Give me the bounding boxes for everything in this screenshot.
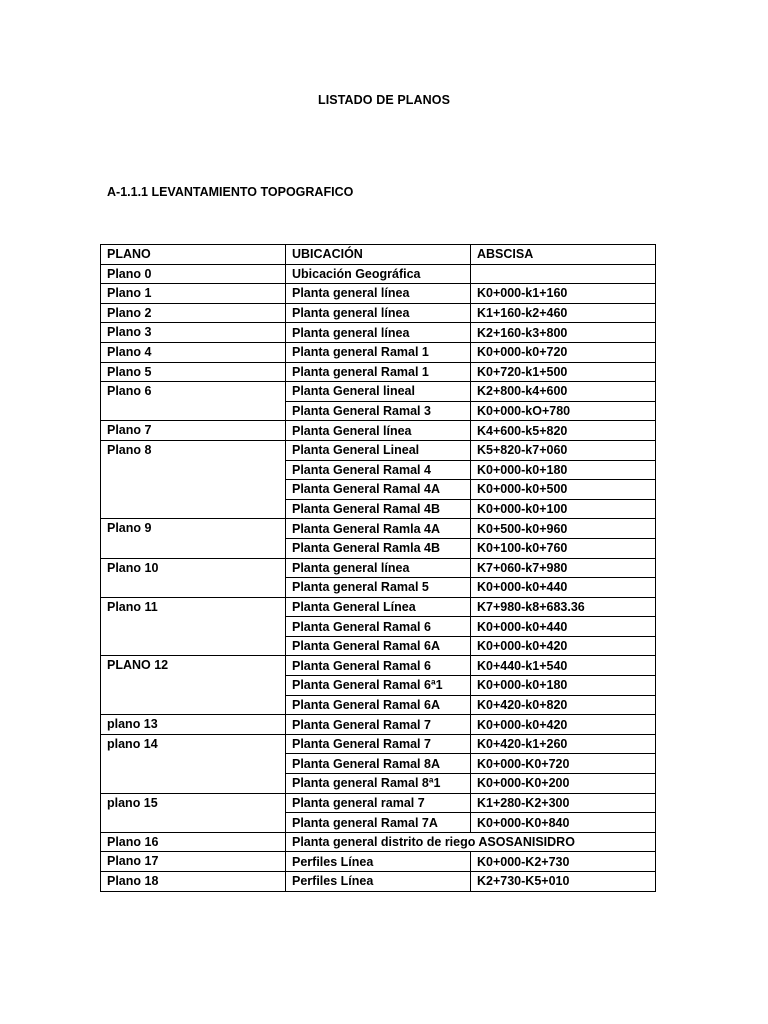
ubicacion-cell: Planta General línea bbox=[286, 421, 471, 441]
plano-cell: Plano 17 bbox=[101, 852, 286, 872]
table-row bbox=[101, 852, 656, 872]
plano-cell: Plano 9 bbox=[101, 519, 286, 539]
table-row bbox=[101, 578, 656, 598]
ubicacion-cell: Planta General Ramal 7 bbox=[286, 734, 471, 754]
table-row bbox=[101, 715, 656, 735]
table-row bbox=[101, 734, 656, 754]
plano-cell: Plano 1 bbox=[101, 284, 286, 304]
abscisa-cell: K0+100-k0+760 bbox=[471, 538, 656, 558]
plano-cell: Plano 0 bbox=[101, 264, 286, 284]
table-row bbox=[101, 636, 656, 656]
ubicacion-cell: Planta General Ramla 4A bbox=[286, 519, 471, 539]
plano-cell: plano 14 bbox=[101, 734, 286, 754]
header-plano: PLANO bbox=[101, 245, 286, 265]
table-row bbox=[101, 440, 656, 460]
ubicacion-cell: Planta General Ramal 4A bbox=[286, 480, 471, 500]
abscisa-cell: K4+600-k5+820 bbox=[471, 421, 656, 441]
abscisa-cell: K7+060-k7+980 bbox=[471, 558, 656, 578]
abscisa-cell: K1+160-k2+460 bbox=[471, 303, 656, 323]
ubicacion-cell: Planta General Ramal 3 bbox=[286, 401, 471, 421]
plano-cell: Plano 3 bbox=[101, 323, 286, 343]
abscisa-cell: K0+500-k0+960 bbox=[471, 519, 656, 539]
plano-cell bbox=[101, 754, 286, 774]
ubicacion-cell: Planta General Línea bbox=[286, 597, 471, 617]
ubicacion-cell: Planta general ramal 7 bbox=[286, 793, 471, 813]
table-row bbox=[101, 342, 656, 362]
ubicacion-cell: Planta general Ramal 5 bbox=[286, 578, 471, 598]
plano-cell: Plano 11 bbox=[101, 597, 286, 617]
ubicacion-cell: Planta General Ramal 7 bbox=[286, 715, 471, 735]
table-row bbox=[101, 597, 656, 617]
ubicacion-cell: Planta general línea bbox=[286, 323, 471, 343]
table-row bbox=[101, 676, 656, 696]
header-ubicacion: UBICACIÓN bbox=[286, 245, 471, 265]
abscisa-cell: K2+800-k4+600 bbox=[471, 382, 656, 402]
plano-cell bbox=[101, 676, 286, 696]
abscisa-cell: K0+000-k1+160 bbox=[471, 284, 656, 304]
table-row bbox=[101, 872, 656, 892]
abscisa-cell: K0+000-k0+440 bbox=[471, 617, 656, 637]
ubicacion-cell: Planta General Lineal bbox=[286, 440, 471, 460]
table-row bbox=[101, 382, 656, 402]
table-row bbox=[101, 323, 656, 343]
plano-cell bbox=[101, 695, 286, 715]
plano-cell bbox=[101, 636, 286, 656]
abscisa-cell: K0+000-kO+780 bbox=[471, 401, 656, 421]
ubicacion-cell: Planta general línea bbox=[286, 284, 471, 304]
ubicacion-cell: Planta General Ramal 6 bbox=[286, 617, 471, 637]
plano-cell bbox=[101, 538, 286, 558]
ubicacion-cell: Planta general Ramal 8ª1 bbox=[286, 774, 471, 794]
plano-cell: Plano 4 bbox=[101, 342, 286, 362]
plano-cell: Plano 16 bbox=[101, 832, 286, 852]
plano-cell: Plano 7 bbox=[101, 421, 286, 441]
section-heading: A-1.1.1 LEVANTAMIENTO TOPOGRAFICO bbox=[107, 185, 354, 199]
table-row bbox=[101, 480, 656, 500]
plano-cell bbox=[101, 401, 286, 421]
abscisa-cell: K0+000-K2+730 bbox=[471, 852, 656, 872]
table-row bbox=[101, 284, 656, 304]
abscisa-cell: K0+000-k0+720 bbox=[471, 342, 656, 362]
table-row bbox=[101, 617, 656, 637]
abscisa-cell: K0+000-k0+500 bbox=[471, 480, 656, 500]
abscisa-cell bbox=[471, 264, 656, 284]
table-row bbox=[101, 774, 656, 794]
ubicacion-cell: Perfiles Línea bbox=[286, 852, 471, 872]
abscisa-cell: K7+980-k8+683.36 bbox=[471, 597, 656, 617]
abscisa-cell: K2+730-K5+010 bbox=[471, 872, 656, 892]
ubicacion-cell: Ubicación Geográfica bbox=[286, 264, 471, 284]
ubicacion-cell: Planta General Ramal 6A bbox=[286, 636, 471, 656]
ubicacion-cell: Planta General Ramal 4B bbox=[286, 499, 471, 519]
ubicacion-cell: Planta General Ramal 8A bbox=[286, 754, 471, 774]
table-row bbox=[101, 499, 656, 519]
plano-cell: plano 15 bbox=[101, 793, 286, 813]
plano-cell bbox=[101, 480, 286, 500]
table-row bbox=[101, 754, 656, 774]
ubicacion-cell: Planta general línea bbox=[286, 303, 471, 323]
table-row bbox=[101, 538, 656, 558]
table-row bbox=[101, 813, 656, 833]
abscisa-cell: K0+000-K0+200 bbox=[471, 774, 656, 794]
abscisa-cell: K0+000-k0+420 bbox=[471, 636, 656, 656]
abscisa-cell: K0+000-k0+440 bbox=[471, 578, 656, 598]
ubicacion-cell: Perfiles Línea bbox=[286, 872, 471, 892]
plano-cell: PLANO 12 bbox=[101, 656, 286, 676]
ubicacion-cell: Planta general Ramal 7A bbox=[286, 813, 471, 833]
ubicacion-cell: Planta general Ramal 1 bbox=[286, 362, 471, 382]
plano-cell: Plano 5 bbox=[101, 362, 286, 382]
planos-table-body bbox=[101, 245, 656, 892]
ubicacion-cell: Planta General lineal bbox=[286, 382, 471, 402]
abscisa-cell: K0+420-k0+820 bbox=[471, 695, 656, 715]
abscisa-cell: K0+420-k1+260 bbox=[471, 734, 656, 754]
abscisa-cell: K0+000-k0+180 bbox=[471, 676, 656, 696]
table-row bbox=[101, 793, 656, 813]
table-row bbox=[101, 460, 656, 480]
ubicacion-cell: Planta General Ramal 6A bbox=[286, 695, 471, 715]
table-row bbox=[101, 421, 656, 441]
plano-cell bbox=[101, 499, 286, 519]
plano-cell: plano 13 bbox=[101, 715, 286, 735]
plano-cell: Plano 2 bbox=[101, 303, 286, 323]
abscisa-cell: K0+000-K0+720 bbox=[471, 754, 656, 774]
table-row bbox=[101, 832, 656, 852]
abscisa-cell: K0+000-K0+840 bbox=[471, 813, 656, 833]
table-row bbox=[101, 695, 656, 715]
ubicacion-cell: Planta general línea bbox=[286, 558, 471, 578]
ubicacion-cell: Planta General Ramal 6 bbox=[286, 656, 471, 676]
ubicacion-cell: Planta General Ramal 6ª1 bbox=[286, 676, 471, 696]
plano-cell bbox=[101, 460, 286, 480]
abscisa-cell: K1+280-K2+300 bbox=[471, 793, 656, 813]
table-row bbox=[101, 656, 656, 676]
plano-cell: Plano 8 bbox=[101, 440, 286, 460]
header-abscisa: ABSCISA bbox=[471, 245, 656, 265]
plano-cell bbox=[101, 617, 286, 637]
table-row bbox=[101, 264, 656, 284]
table-row bbox=[101, 401, 656, 421]
ubicacion-cell: Planta General Ramla 4B bbox=[286, 538, 471, 558]
abscisa-cell: K5+820-k7+060 bbox=[471, 440, 656, 460]
ubicacion-cell: Planta General Ramal 4 bbox=[286, 460, 471, 480]
abscisa-cell: K0+440-k1+540 bbox=[471, 656, 656, 676]
table-row bbox=[101, 303, 656, 323]
table-header-row bbox=[101, 245, 656, 265]
ubicacion-cell: Planta general distrito de riego ASOSANISIDRO bbox=[286, 832, 656, 852]
plano-cell: Plano 6 bbox=[101, 382, 286, 402]
plano-cell: Plano 10 bbox=[101, 558, 286, 578]
document-title: LISTADO DE PLANOS bbox=[317, 93, 451, 107]
abscisa-cell: K0+000-k0+420 bbox=[471, 715, 656, 735]
table-row bbox=[101, 519, 656, 539]
plano-cell bbox=[101, 774, 286, 794]
planos-table bbox=[100, 244, 656, 892]
plano-cell: Plano 18 bbox=[101, 872, 286, 892]
abscisa-cell: K2+160-k3+800 bbox=[471, 323, 656, 343]
table-row bbox=[101, 558, 656, 578]
plano-cell bbox=[101, 578, 286, 598]
table-row bbox=[101, 362, 656, 382]
abscisa-cell: K0+000-k0+100 bbox=[471, 499, 656, 519]
abscisa-cell: K0+720-k1+500 bbox=[471, 362, 656, 382]
abscisa-cell: K0+000-k0+180 bbox=[471, 460, 656, 480]
plano-cell bbox=[101, 813, 286, 833]
ubicacion-cell: Planta general Ramal 1 bbox=[286, 342, 471, 362]
